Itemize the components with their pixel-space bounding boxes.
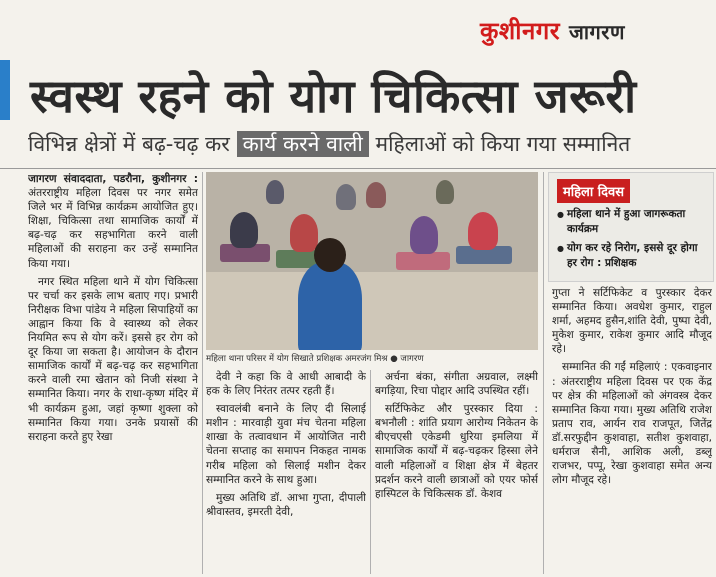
participant (230, 212, 258, 248)
column-divider (202, 172, 203, 574)
subheadline (28, 130, 714, 164)
subheadline-before: विभिन्न क्षेत्रों में बढ़-चढ़ कर (28, 132, 230, 156)
participant (366, 182, 386, 208)
article-column-3 (375, 370, 538, 574)
column4-para1: गुप्ता ने सर्टिफिकेट व पुरस्कार देकर सम्मानित किया। अवधेश कुमार, राहुल शर्मा, अहमद हुसैन,शांति देवी, पुष्पा देवी, मुकेश कुमार, राकेश कुमार आदि मौजूद रहे। (552, 287, 712, 356)
section-masthead (480, 14, 710, 44)
photo-caption: महिला थाना परिसर में योग सिखाते प्रशिक्षक अमरजंग मिश्र ● जागरण (206, 354, 424, 364)
instructor-head (314, 238, 346, 272)
masthead-brand: जागरण (568, 20, 625, 44)
masthead-district: कुशीनगर (480, 17, 561, 45)
participant (336, 184, 356, 210)
instructor (298, 262, 362, 350)
sidebar-item: ● योग कर रहे निरोग, इससे दूर होगा हर रोग : प्रशिक्षक (557, 241, 705, 271)
column-divider (543, 172, 544, 574)
yoga-mat (396, 252, 450, 270)
participant (436, 180, 454, 204)
article-column-4 (552, 286, 712, 574)
column2-para2: स्वावलंबी बनाने के लिए दी सिलाई मशीन : मारवाड़ी युवा मंच चेतना महिला शाखा के तत्वावधान में आयोजित नारी चेतना सप्ताह का समापन निकहत नामक गरीब महिला को सिलाई मशीन देकर सम्मानित करने के साथ हुआ। (206, 403, 366, 486)
sidebar-item: ● महिला थाने में हुआ जागरूकता कार्यक्रम (557, 207, 705, 237)
column-divider (370, 370, 371, 574)
column3-para1: अर्चना बंका, संगीता अग्रवाल, लक्ष्मी बगड़िया, रिचा पोद्दार आदि उपस्थित रहीं। (375, 371, 538, 398)
sidebar-title: महिला दिवस (557, 179, 630, 203)
subheadline-highlight: कार्य करने वाली (237, 131, 369, 157)
column1-para2: नगर स्थित महिला थाने में योग चिकित्सा पर चर्चा कर इसके लाभ बताए गए। प्रभारी निरीक्षक विभा पांडेय ने महिला सिपाहियों का आह्वान किया कि वे स्वास्थ्य को लेकर नियमित रूप से योग करें। इससे हर रोग को दूर किया जा सकता है। आयोजन के दौरान सामाजिक कार्यों में बढ़-चढ़ कर सहभागिता करने वाली रमा खेतान को निजी संस्था ने सम्मानित किया। नगर के राधा-कृष्ण मंदिर में भी कार्यक्रम हुआ, जहां कृष्णा शुक्ला को सम्मानित किया गया। उनके प्रयासों की सराहना करते हुए रेखा (28, 275, 198, 443)
participant (290, 214, 318, 252)
column1-para1: अंतरराष्ट्रीय महिला दिवस पर नगर समेत जिले भर में विभिन्न कार्यक्रम आयोजित हुए। शिक्षा, चिकित्सा तथा सामाजिक कार्यों में बढ़-चढ़ कर सहभागिता करने वाली महिलाओं की सराहना कर उन्हें सम्मानित किया गया। (28, 187, 198, 270)
column2-para3: मुख्य अतिथि डॉ. आभा गुप्ता, दीपाली श्रीवास्तव, इमरती देवी, (206, 491, 366, 518)
column3-para2: सर्टिफिकेट और पुरस्कार दिया : बभनौली : शांति प्रयाग आरोग्य निकेतन के बीएचएसी एकेडमी धुरिया इमलिया में सामाजिक कार्यों में बढ़-चढ़कर हिस्सा लेने वाली महिलाओं व शिक्षा क्षेत्र में बेहतर प्रदर्शन करने वाली छात्राओं को एयर फोर्स हास्पिटल के चिकित्सक डॉ. केशव (375, 403, 538, 500)
sidebar-box (548, 172, 714, 282)
subheadline-after: महिलाओं को किया गया सम्मानित (375, 132, 631, 156)
participant (410, 216, 438, 254)
participant (468, 212, 498, 250)
column2-para1: देवी ने कहा कि वे आधी आबादी के हक के लिए निरंतर तत्पर रहती हैं। (206, 371, 366, 398)
headline: स्वस्थ रहने को योग चिकित्सा जरूरी (30, 69, 637, 123)
article-photo (206, 172, 538, 350)
photo-floor (206, 272, 538, 350)
article-column-2 (206, 370, 366, 574)
sidebar-list (549, 207, 713, 271)
participant (266, 180, 284, 204)
section-marker (0, 60, 10, 120)
header-divider (0, 168, 716, 169)
column4-para2: सम्मानित की गईं महिलाएं : एकवाइनार : अंतरराष्ट्रीय महिला दिवस पर एक केंद्र पर क्षेत्र की महिलाओं को अंगवस्त्र देकर सम्मानित किया गया। मुख्य अतिथि राजेश प्रताप राव, आर्यन राव राजपूत, जितेंद्र डॉ.सरफुद्दीन कुशवाहा, सतीश कुशवाहा, धर्मराज सैनी, आशिक अली, डब्लू राजभर, पप्पू, रेखा कुशवाहा समेत अन्य लोग मौजूद रहे। (552, 361, 712, 487)
dateline: जागरण संवाददाता, पडरौना, कुशीनगर : (28, 173, 198, 185)
article-column-1 (28, 172, 198, 574)
